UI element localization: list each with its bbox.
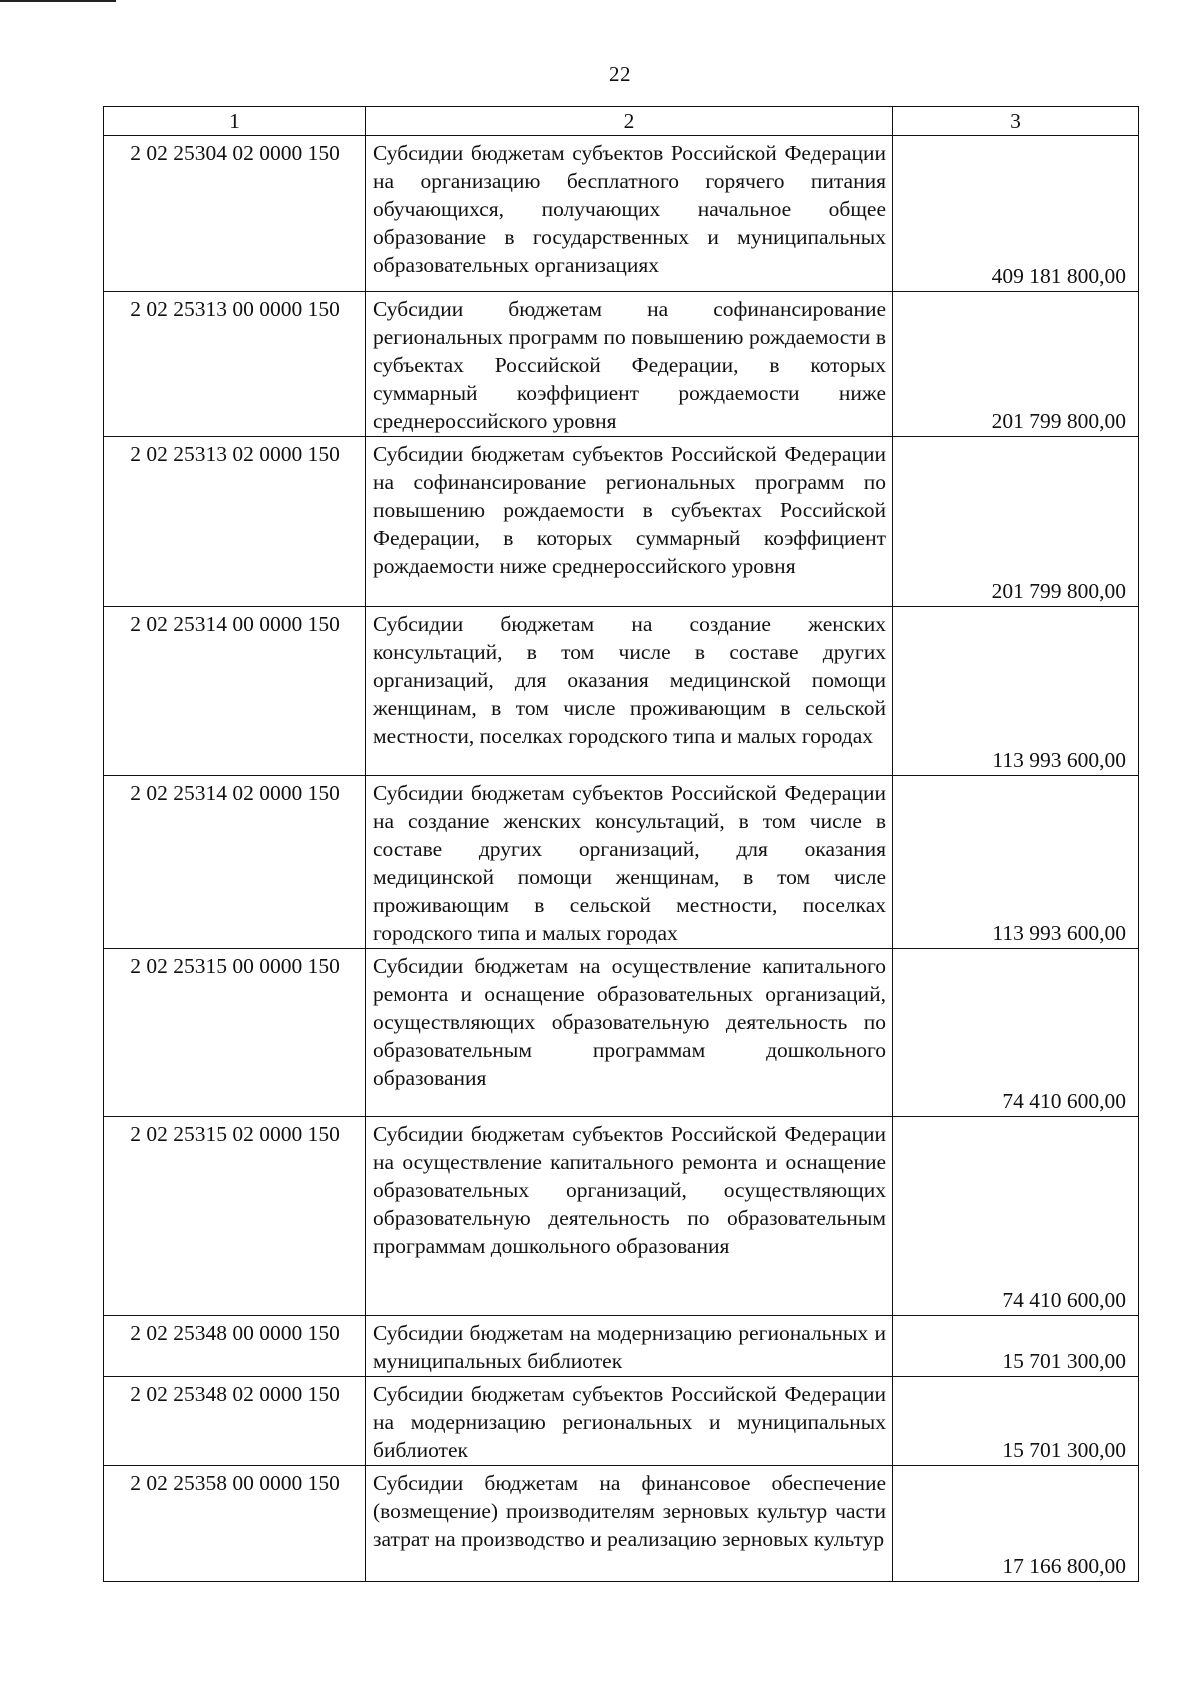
budget-description: Субсидии бюджетам субъектов Российской Федерации на создание женских консультаций, в том числе в составе других организаций, для оказания медицинской помощи женщинам, в том числе проживающим в сельской местности, поселках городского типа и малых городах (366, 776, 893, 949)
budget-code: 2 02 25313 00 0000 150 (104, 292, 366, 437)
scan-edge-rule (0, 0, 116, 2)
budget-code: 2 02 25315 00 0000 150 (104, 949, 366, 1117)
table-row (104, 1466, 1139, 1582)
budget-table (103, 106, 1139, 1582)
budget-code: 2 02 25304 02 0000 150 (104, 136, 366, 292)
budget-amount: 74 410 600,00 (893, 1117, 1139, 1316)
budget-description: Субсидии бюджетам на осуществление капитального ремонта и оснащение образовательных организаций, осуществляющих образовательную деятельность по образовательным программам дошкольного образования (366, 949, 893, 1117)
budget-amount: 201 799 800,00 (893, 437, 1139, 607)
budget-amount: 15 701 300,00 (893, 1316, 1139, 1377)
table-row (104, 1377, 1139, 1466)
budget-description: Субсидии бюджетам на софинансирование региональных программ по повышению рождаемости в субъектах Российской Федерации, в которых суммарный коэффициент рождаемости ниже среднероссийского уровня (366, 292, 893, 437)
budget-amount: 17 166 800,00 (893, 1466, 1139, 1582)
budget-code: 2 02 25313 02 0000 150 (104, 437, 366, 607)
budget-amount: 113 993 600,00 (893, 607, 1139, 776)
budget-description: Субсидии бюджетам на создание женских консультаций, в том числе в составе других организаций, для оказания медицинской помощи женщинам, в том числе проживающим в сельской местности, поселках городского типа и малых городах (366, 607, 893, 776)
column-header-description: 2 (366, 107, 893, 136)
table-row (104, 607, 1139, 776)
table-row (104, 949, 1139, 1117)
budget-description: Субсидии бюджетам субъектов Российской Федерации на модернизацию региональных и муниципальных библиотек (366, 1377, 893, 1466)
budget-amount: 409 181 800,00 (893, 136, 1139, 292)
budget-code: 2 02 25315 02 0000 150 (104, 1117, 366, 1316)
budget-amount: 74 410 600,00 (893, 949, 1139, 1117)
column-header-amount: 3 (893, 107, 1139, 136)
budget-code: 2 02 25348 00 0000 150 (104, 1316, 366, 1377)
budget-code: 2 02 25314 02 0000 150 (104, 776, 366, 949)
page-number: 22 (609, 62, 631, 86)
table-row (104, 136, 1139, 292)
table-header-row (104, 107, 1139, 136)
budget-amount: 201 799 800,00 (893, 292, 1139, 437)
budget-amount: 15 701 300,00 (893, 1377, 1139, 1466)
budget-description: Субсидии бюджетам на модернизацию региональных и муниципальных библиотек (366, 1316, 893, 1377)
table-row (104, 776, 1139, 949)
budget-code: 2 02 25358 00 0000 150 (104, 1466, 366, 1582)
table-row (104, 292, 1139, 437)
budget-code: 2 02 25348 02 0000 150 (104, 1377, 366, 1466)
budget-description: Субсидии бюджетам субъектов Российской Федерации на осуществление капитального ремонта и оснащение образовательных организаций, осуществляющих образовательную деятельность по образовательным программам дошкольного образования (366, 1117, 893, 1316)
budget-amount: 113 993 600,00 (893, 776, 1139, 949)
budget-description: Субсидии бюджетам субъектов Российской Федерации на софинансирование региональных программ по повышению рождаемости в субъектах Российской Федерации, в которых суммарный коэффициент рождаемости ниже среднероссийского уровня (366, 437, 893, 607)
budget-description: Субсидии бюджетам субъектов Российской Федерации на организацию бесплатного горячего питания обучающихся, получающих начальное общее образование в государственных и муниципальных образовательных организациях (366, 136, 893, 292)
budget-description: Субсидии бюджетам на финансовое обеспечение (возмещение) производителям зерновых культур части затрат на производство и реализацию зерновых культур (366, 1466, 893, 1582)
table-row (104, 1316, 1139, 1377)
table-row (104, 1117, 1139, 1316)
budget-code: 2 02 25314 00 0000 150 (104, 607, 366, 776)
column-header-code: 1 (104, 107, 366, 136)
table-row (104, 437, 1139, 607)
